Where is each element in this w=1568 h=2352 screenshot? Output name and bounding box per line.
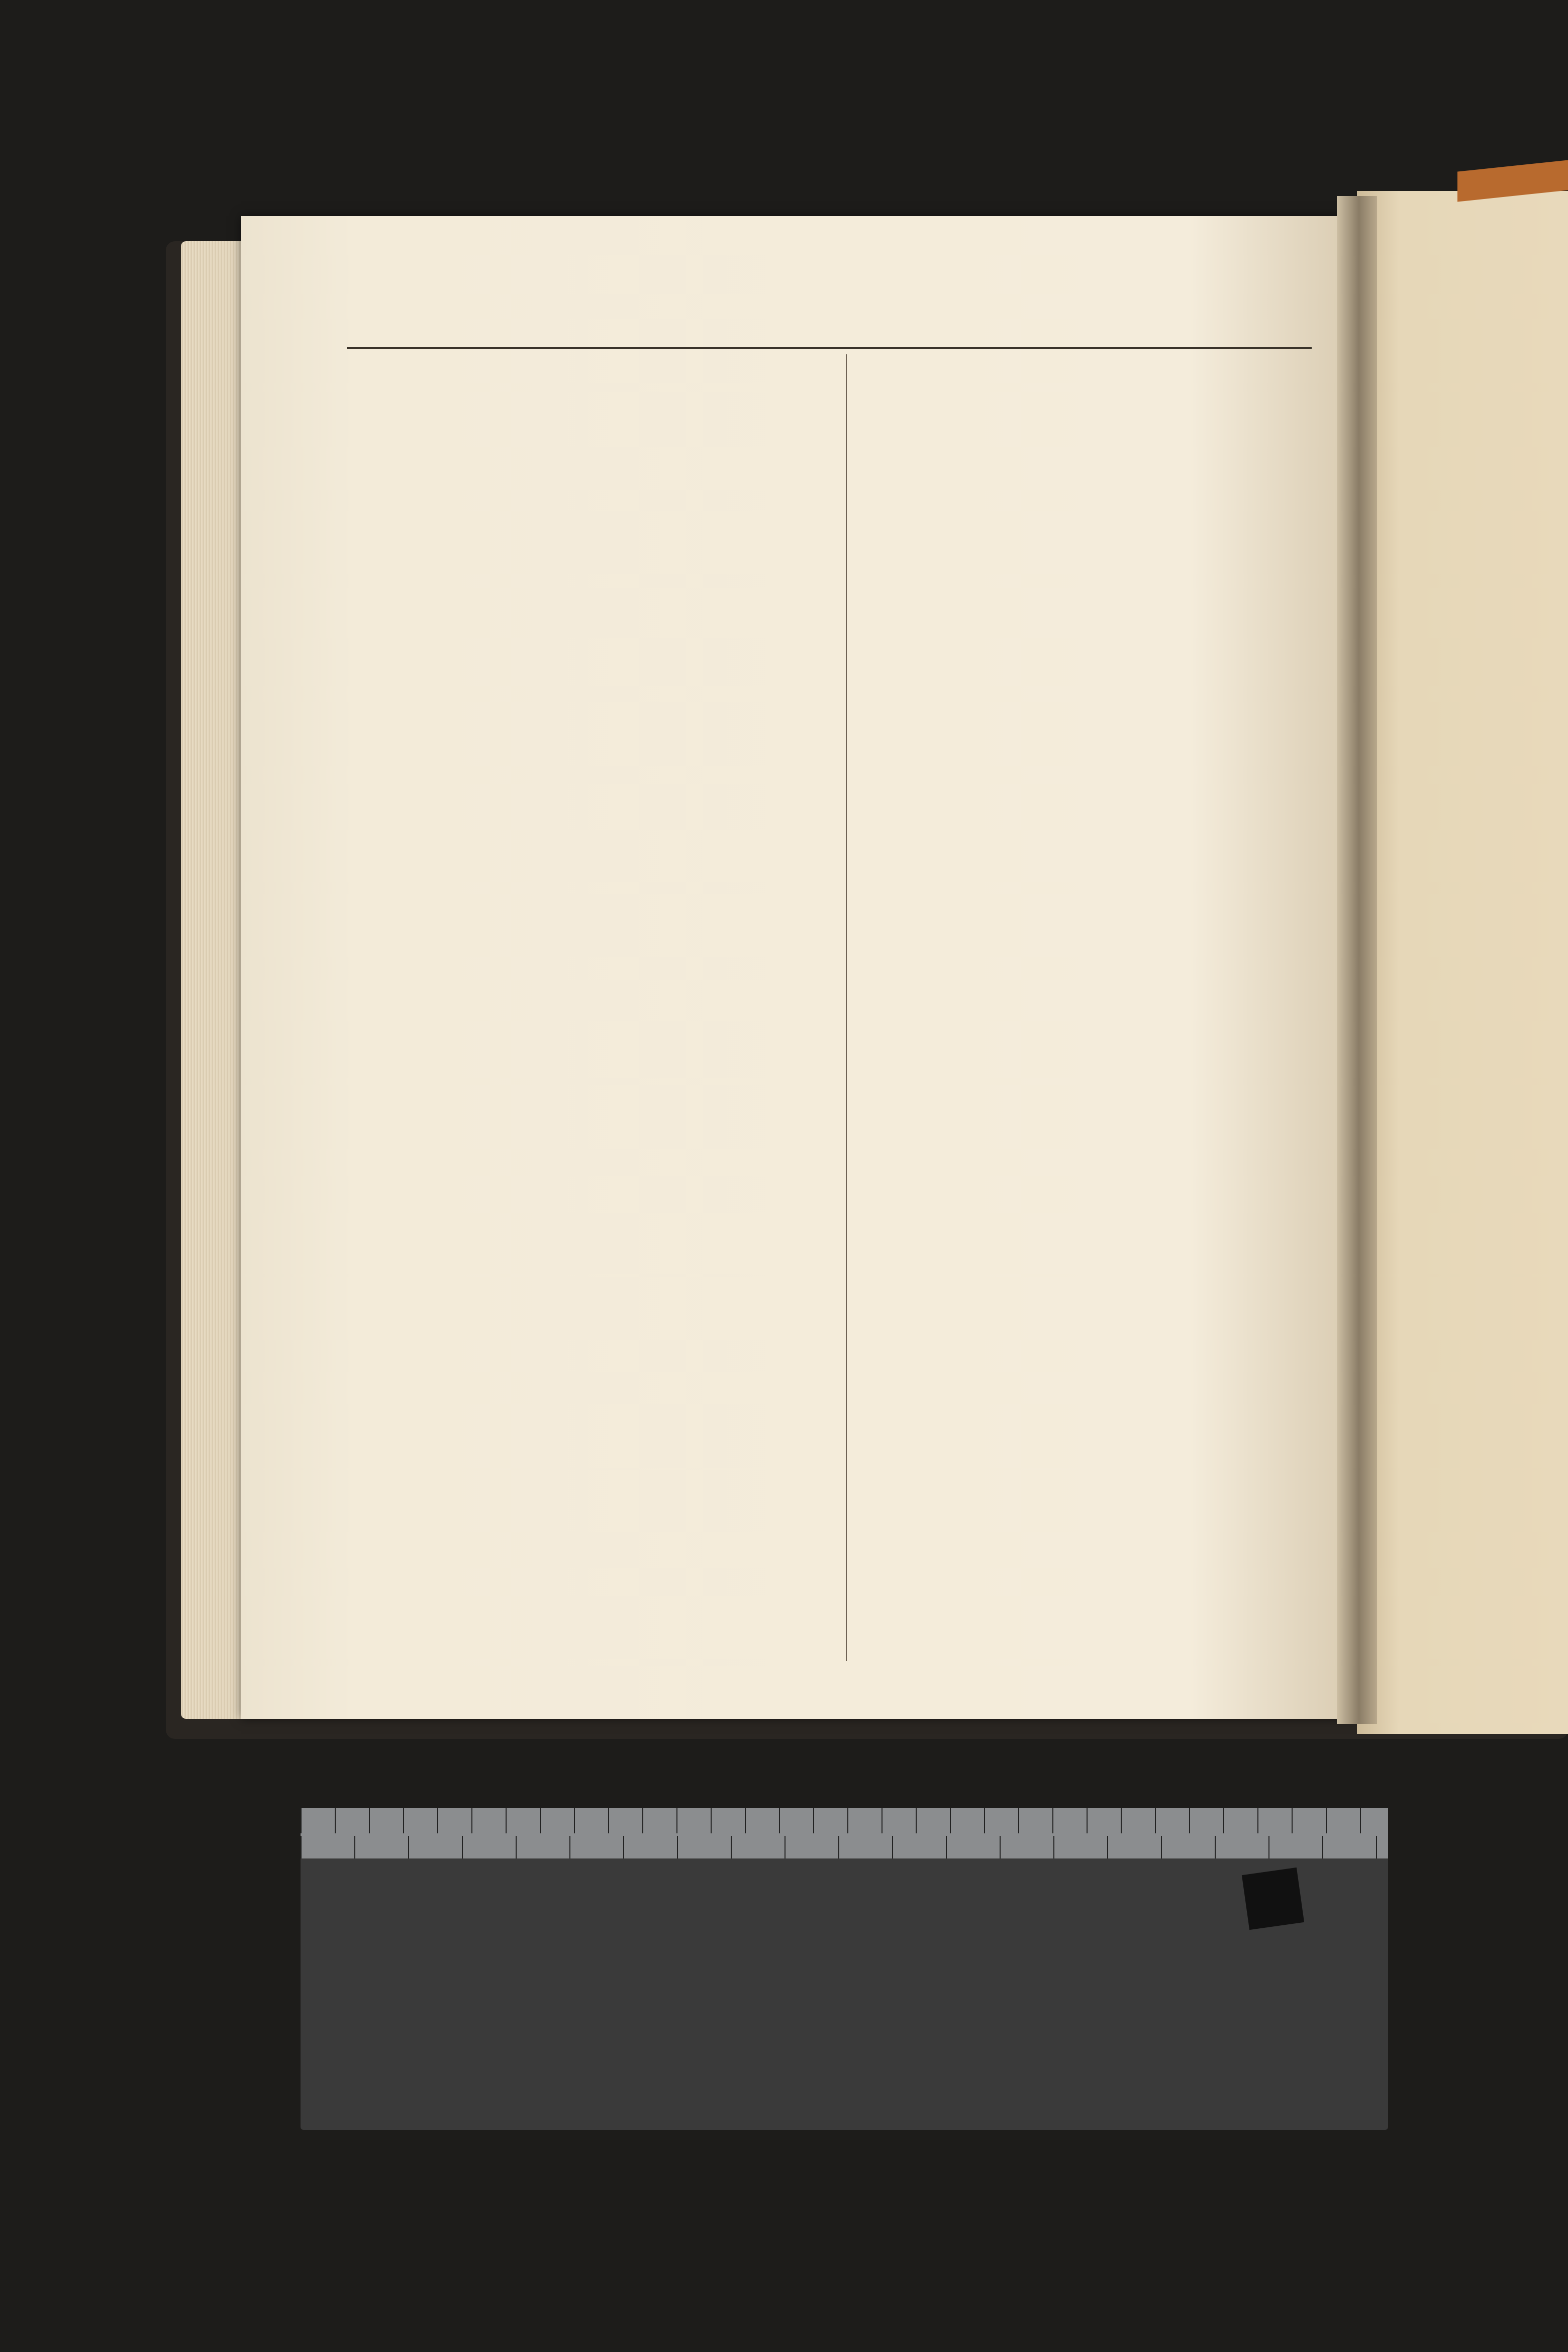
left-column [367,357,839,1643]
swatch-row-dark [301,2037,1388,2130]
ruler [301,1808,1388,1858]
header-rule [347,347,1312,349]
swatch-labels [301,1915,1388,1945]
column-divider [846,354,847,1661]
right-column [854,354,1327,1651]
right-page-text [1367,302,1568,1669]
swatch-row-light [301,1949,1388,2037]
page-header [281,281,1317,337]
colour-chart [301,1808,1388,2130]
cm-ticks [301,1836,1388,1858]
inch-ticks [301,1808,1388,1833]
